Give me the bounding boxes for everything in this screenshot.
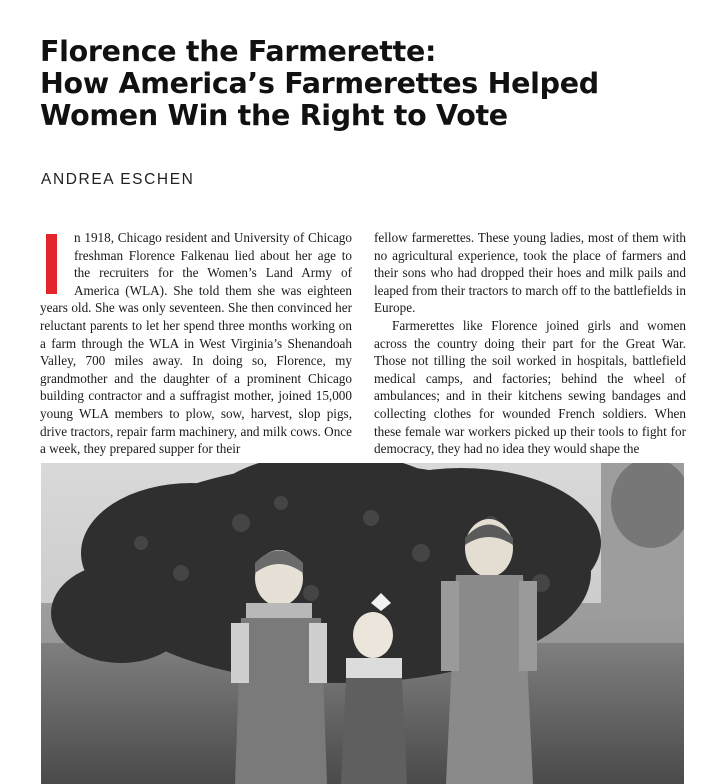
photo-children-in-overalls <box>41 463 684 784</box>
title-line-1: Florence the Farmerette: <box>40 35 437 68</box>
left-column <box>40 229 352 458</box>
title-line-2: How America’s Farmerettes Helped <box>40 67 599 100</box>
right-column <box>374 229 686 458</box>
article-title <box>40 36 700 132</box>
right-column-paragraph-2: Farmerettes like Florence joined girls and women across the country doing their part for the Great War. Those not tilling the soil worked in hospitals, battlefield medical camps, and factories; behind the wheel of ambulances; and in their kitchens sewing bandages and collecting clothes for wounded French soldiers. When these female war workers picked up their tools to fight for democracy, they had no idea they would shape the <box>374 317 686 457</box>
author-byline: ANDREA ESCHEN <box>41 171 195 188</box>
left-column-paragraph <box>40 229 352 458</box>
right-column-paragraph-1: fellow farmerettes. These young ladies, most of them with no agricultural experience, took the place of farmers and their sons who had dropped their hoes and milk pails and leaped from their tractors to march off to the battlefields in Europe. <box>374 230 686 316</box>
historical-photo <box>41 463 684 784</box>
left-column-text: n 1918, Chicago resident and University of Chicago freshman Florence Falkenau lied about her age to the recruiters for the Women’s Land Army of America (WLA). She told them she was eighteen years old. She was only seventeen. She then convinced her reluctant parents to let her spend three months working on a farm through the WLA in West Virginia’s Shenandoah Valley, 700 miles away. In doing so, Florence, my grandmother and the daughter of a prominent Chicago building contractor and a suffragist mother, joined 15,000 young WLA members to plow, sow, harvest, slop pigs, drive tractors, repair farm machinery, and milk cows. Once a week, they prepared supper for their <box>40 230 352 457</box>
title-line-3: Women Win the Right to Vote <box>40 99 508 132</box>
drop-cap <box>46 234 64 294</box>
drop-cap-red-bar <box>46 234 57 294</box>
